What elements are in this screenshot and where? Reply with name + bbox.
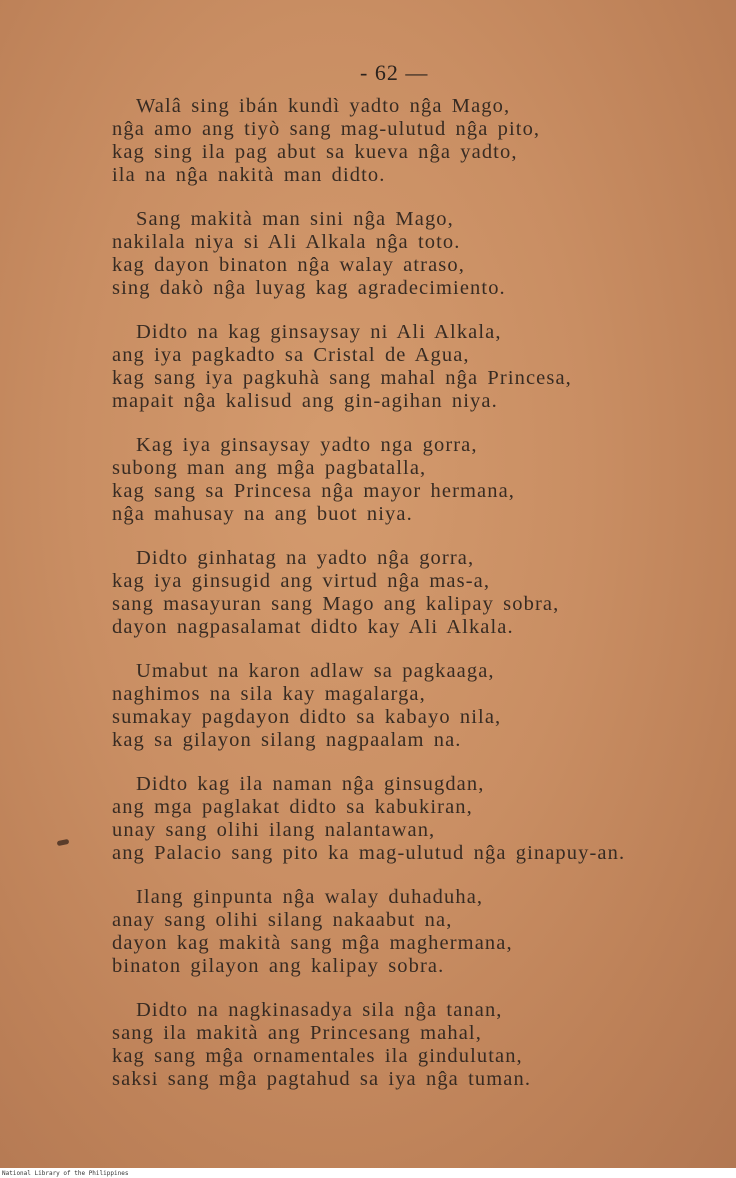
stanza: [112, 547, 712, 639]
verse-line: subong man ang mĝa pagbatalla,: [112, 457, 427, 479]
stanza: [112, 208, 712, 300]
stanza: [112, 773, 712, 865]
verse-line: kag iya ginsugid ang virtud nĝa mas-a,: [112, 570, 491, 592]
source-credit: National Library of the Philippines: [2, 1170, 129, 1177]
stanza: [112, 321, 712, 413]
verse-line: Walâ sing ibán kundì yadto nĝa Mago,: [136, 95, 511, 117]
verse-line: dayon nagpasalamat didto kay Ali Alkala.: [112, 616, 514, 638]
verse-line: nĝa mahusay na ang buot niya.: [112, 503, 413, 525]
stanza: [112, 434, 712, 526]
stanza: [112, 95, 712, 187]
poem-body: [112, 95, 712, 1112]
verse-line: sang ila makità ang Princesang mahal,: [112, 1022, 482, 1044]
verse-line: ang iya pagkadto sa Cristal de Agua,: [112, 344, 470, 366]
verse-line: ang Palacio sang pito ka mag-ulutud nĝa ginapuy-an.: [112, 842, 626, 864]
verse-line: Sang makità man sini nĝa Mago,: [136, 208, 454, 230]
verse-line: saksi sang mĝa pagtahud sa iya nĝa tuman.: [112, 1068, 532, 1090]
verse-line: Umabut na karon adlaw sa pagkaaga,: [136, 660, 495, 682]
verse-line: Didto na nagkinasadya sila nĝa tanan,: [136, 999, 503, 1021]
verse-line: kag sing ila pag abut sa kueva nĝa yadto,: [112, 141, 518, 163]
verse-line: ila na nĝa nakità man didto.: [112, 164, 386, 186]
verse-line: ang mga paglakat didto sa kabukiran,: [112, 796, 473, 818]
verse-line: Didto na kag ginsaysay ni Ali Alkala,: [136, 321, 502, 343]
verse-line: dayon kag makità sang mĝa maghermana,: [112, 932, 513, 954]
verse-line: sing dakò nĝa luyag kag agradecimiento.: [112, 277, 506, 299]
ink-mark: [57, 839, 70, 846]
stanza: [112, 999, 712, 1091]
verse-line: binaton gilayon ang kalipay sobra.: [112, 955, 445, 977]
verse-line: sumakay pagdayon didto sa kabayo nila,: [112, 706, 502, 728]
verse-line: kag sang mĝa ornamentales ila gindulutan,: [112, 1045, 523, 1067]
page-number: - 62 —: [360, 60, 429, 85]
verse-line: unay sang olihi ilang nalantawan,: [112, 819, 436, 841]
verse-line: naghimos na sila kay magalarga,: [112, 683, 426, 705]
verse-line: Ilang ginpunta nĝa walay duhaduha,: [136, 886, 484, 908]
verse-line: kag sang iya pagkuhà sang mahal nĝa Princesa,: [112, 367, 572, 389]
verse-line: Didto ginhatag na yadto nĝa gorra,: [136, 547, 475, 569]
verse-line: nakilala niya si Ali Alkala nĝa toto.: [112, 231, 461, 253]
verse-line: sang masayuran sang Mago ang kalipay sobra,: [112, 593, 560, 615]
verse-line: nĝa amo ang tiyò sang mag-ulutud nĝa pito,: [112, 118, 541, 140]
verse-line: Kag iya ginsaysay yadto nga gorra,: [136, 434, 478, 456]
verse-line: kag sa gilayon silang nagpaalam na.: [112, 729, 462, 751]
stanza: [112, 886, 712, 978]
verse-line: kag dayon binaton nĝa walay atraso,: [112, 254, 465, 276]
verse-line: anay sang olihi silang nakaabut na,: [112, 909, 453, 931]
verse-line: kag sang sa Princesa nĝa mayor hermana,: [112, 480, 516, 502]
verse-line: mapait nĝa kalisud ang gin-agihan niya.: [112, 390, 498, 412]
stanza: [112, 660, 712, 752]
verse-line: Didto kag ila naman nĝa ginsugdan,: [136, 773, 485, 795]
